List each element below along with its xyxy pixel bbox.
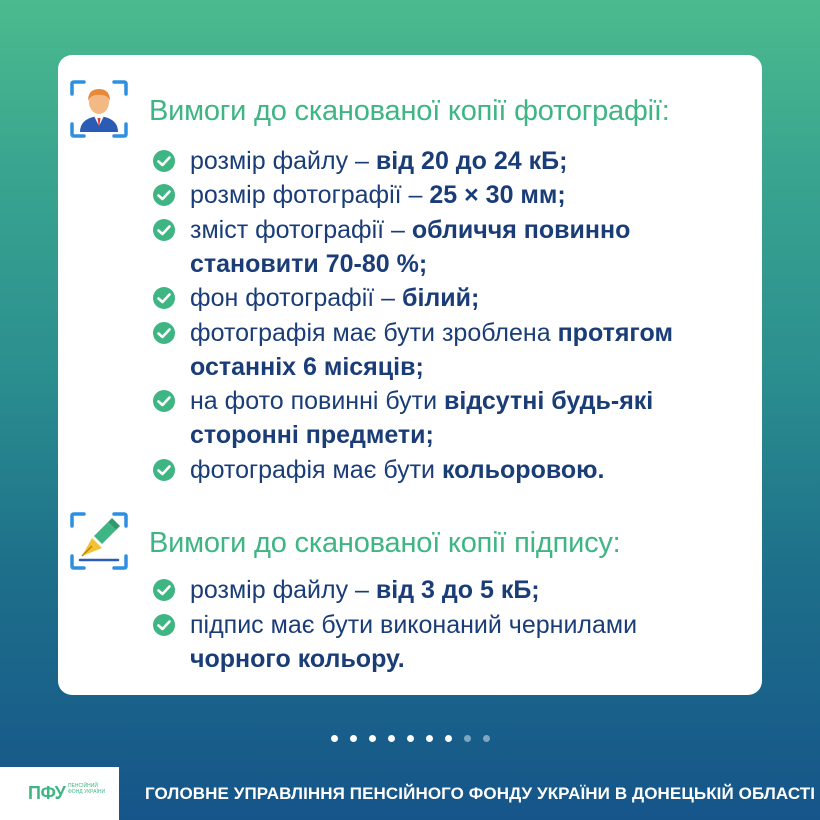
requirement-emphasis: 25 × 30 мм;	[429, 181, 566, 210]
requirement-line	[190, 420, 434, 450]
requirement-text: зміст фотографії –	[190, 215, 412, 244]
requirement-text: фотографія має бути зроблена	[190, 318, 558, 347]
requirement-emphasis: чорного кольору.	[190, 645, 405, 673]
requirement-line	[190, 455, 604, 485]
carousel-dot[interactable]	[388, 735, 395, 742]
check-circle-icon	[152, 321, 176, 345]
carousel-dot[interactable]	[426, 735, 433, 742]
requirement-line	[190, 318, 673, 348]
carousel-dot[interactable]	[445, 735, 452, 742]
check-circle-icon	[152, 218, 176, 242]
check-circle-icon	[152, 149, 176, 173]
requirement-emphasis: протягом	[557, 318, 673, 347]
requirement-text: фотографія має бути	[190, 455, 442, 484]
footer-organization-name: ГОЛОВНЕ УПРАВЛІННЯ ПЕНСІЙНОГО ФОНДУ УКРАЇНИ В ДОНЕЦЬКІЙ ОБЛАСТІ	[145, 784, 816, 803]
requirement-emphasis: кольоровою.	[441, 455, 605, 484]
photo-section-title: Вимоги до сканованої копії фотографії:	[149, 95, 670, 127]
requirement-text: розмір файлу –	[190, 576, 376, 604]
requirement-emphasis: останніх 6 місяців;	[190, 352, 424, 381]
requirement-text: підпис має бути виконаний чернилами	[190, 610, 638, 639]
requirement-line	[190, 575, 540, 605]
carousel-dot[interactable]	[350, 735, 357, 742]
requirement-line	[190, 249, 427, 279]
requirement-line	[190, 610, 637, 640]
requirement-line	[190, 146, 567, 176]
requirement-text: фон фотографії –	[190, 284, 403, 313]
requirement-text: на фото повинні бути	[190, 387, 445, 416]
requirement-emphasis: обличчя повинно	[411, 215, 631, 244]
pen-signature-icon	[70, 512, 128, 570]
logo-subtitle: ПЕНСІЙНИЙ ФОНД УКРАЇНИ	[68, 783, 106, 795]
check-circle-icon	[152, 458, 176, 482]
carousel-dot[interactable]	[483, 735, 490, 742]
check-circle-icon	[152, 578, 176, 602]
logo-mark: ПФУ	[28, 783, 66, 803]
signature-section-title: Вимоги до сканованої копії підпису:	[149, 527, 621, 559]
requirement-emphasis: становити 70-80 %;	[190, 249, 428, 278]
requirement-emphasis: від 20 до 24 кБ;	[375, 147, 568, 175]
check-circle-icon	[152, 613, 176, 637]
requirement-emphasis: відсутні будь-які	[444, 387, 654, 416]
requirement-text: розмір файлу –	[190, 147, 376, 175]
requirement-emphasis: від 3 до 5 кБ;	[375, 576, 540, 604]
carousel-dot[interactable]	[464, 735, 471, 742]
pfu-logo	[0, 767, 119, 820]
requirement-line	[190, 644, 405, 674]
check-circle-icon	[152, 286, 176, 310]
requirement-line	[190, 386, 653, 416]
carousel-indicator	[0, 735, 820, 742]
check-circle-icon	[152, 389, 176, 413]
carousel-dot[interactable]	[369, 735, 376, 742]
requirement-text: розмір фотографії –	[190, 181, 430, 210]
requirement-line	[190, 283, 479, 313]
person-photo-icon	[70, 80, 128, 138]
requirement-line	[190, 352, 424, 382]
carousel-dot[interactable]	[331, 735, 338, 742]
requirement-emphasis: сторонні предмети;	[190, 421, 434, 450]
carousel-dot[interactable]	[407, 735, 414, 742]
requirement-line	[190, 180, 566, 210]
requirement-line	[190, 215, 630, 245]
check-circle-icon	[152, 183, 176, 207]
requirement-emphasis: білий;	[402, 284, 480, 313]
